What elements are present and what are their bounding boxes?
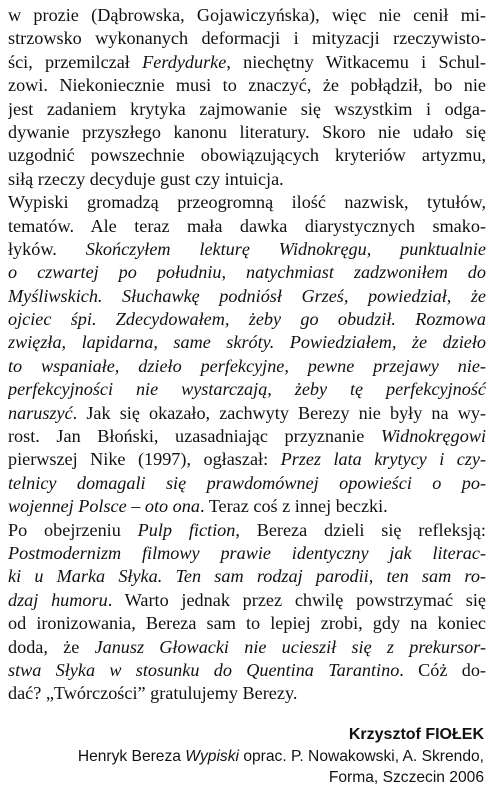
text-line bbox=[8, 659, 486, 682]
text-line bbox=[8, 402, 486, 425]
source-citation bbox=[8, 746, 484, 767]
source-publisher: Forma, Szczecin 2006 bbox=[328, 768, 484, 786]
italic-run: o czwartej po południu, natychmiast zadzwoniłem do bbox=[8, 262, 486, 283]
text-run: doda, że bbox=[8, 636, 95, 657]
text-run: uzgodnić powszechnie obowiązujących kryteriów artyzmu, bbox=[8, 145, 486, 166]
italic-run: Widnokręgowi bbox=[380, 426, 486, 447]
text-line bbox=[8, 98, 486, 121]
author-name: Krzysztof FIOŁEK bbox=[348, 725, 484, 743]
text-line bbox=[8, 215, 486, 238]
italic-run: wojennej Polsce – oto ona bbox=[8, 496, 200, 517]
text-line bbox=[8, 636, 486, 659]
article-footer bbox=[8, 724, 486, 788]
italic-run: dzaj humoru bbox=[8, 589, 108, 610]
italic-run: Ferdydurke bbox=[142, 51, 227, 72]
text-run: jest zadaniem krytyka zajmowanie się wszystkim i odga- bbox=[8, 98, 486, 119]
text-line bbox=[8, 261, 486, 284]
text-line bbox=[8, 612, 486, 635]
source-details: oprac. P. Nowakowski, A. Skrendo, bbox=[239, 747, 484, 765]
text-run: tematów. Ale teraz mała dawka diarystycznych smako- bbox=[8, 215, 486, 236]
text-run: zowi. Niekoniecznie musi to znaczyć, że pobłądził, bo nie bbox=[8, 75, 486, 96]
source-prefix: Henryk Bereza bbox=[77, 747, 186, 765]
text-line bbox=[8, 168, 486, 191]
text-run: dać? „Twórczości” gratulujemy Berezy. bbox=[8, 683, 298, 704]
text-line bbox=[8, 448, 486, 471]
text-line bbox=[8, 238, 486, 261]
text-run: dywanie przyszłego kanonu literatury. Skoro nie udało się bbox=[8, 121, 486, 142]
italic-run: telnicy domagali się prawdomównej opowieści o po- bbox=[8, 472, 486, 493]
text-run: . Cóż do- bbox=[399, 659, 486, 680]
text-line bbox=[8, 355, 486, 378]
text-line bbox=[8, 144, 486, 167]
italic-run: Pulp fiction bbox=[137, 519, 236, 540]
text-run: Wypiski gromadzą przeogromną ilość nazwisk, tytułów, bbox=[8, 192, 486, 213]
italic-run: to wspaniałe, dzieło perfekcyjne, pewne przejawy nie- bbox=[8, 355, 486, 376]
italic-run: Skończyłem lekturę Widnokręgu, punktualnie bbox=[85, 238, 486, 259]
text-line bbox=[8, 74, 486, 97]
italic-run: ki u Marka Słyka. Ten sam rodzaj parodii, ten sam ro- bbox=[8, 566, 486, 587]
text-line bbox=[8, 191, 486, 214]
text-run: , niechętny Witkacemu i Schul- bbox=[226, 51, 486, 72]
italic-run: perfekcyjności nie wystarczają, żeby tę perfekcyjność bbox=[8, 379, 486, 400]
source-title: Wypiski bbox=[185, 747, 239, 765]
text-run: . Jak się okazało, zachwyty Berezy nie były na wy- bbox=[72, 402, 486, 423]
text-run: pierwszej Nike (1997), ogłaszał: bbox=[8, 449, 281, 470]
italic-run: Postmodernizm filmowy prawie identyczny jak literac- bbox=[8, 542, 486, 563]
text-line bbox=[8, 4, 486, 27]
text-run: łyków. bbox=[8, 238, 86, 259]
text-line bbox=[8, 331, 486, 354]
text-run: strzowsko wykonanych deformacji i mityzacji rzeczywisto- bbox=[8, 28, 486, 49]
text-run: w prozie (Dąbrowska, Gojawiczyńska), więc nie cenił mi- bbox=[8, 5, 486, 25]
text-line bbox=[8, 308, 486, 331]
text-run: od ironizowania, Bereza sam to lepiej zrobi, gdy na koniec bbox=[8, 613, 486, 634]
text-run: , Bereza dzieli się refleksją: bbox=[235, 519, 486, 540]
text-line bbox=[8, 519, 486, 542]
text-run: siłą rzeczy decyduje gust czy intuicja. bbox=[8, 168, 284, 189]
text-line bbox=[8, 565, 486, 588]
text-line bbox=[8, 27, 486, 50]
text-run: ści, przemilczał bbox=[8, 51, 143, 72]
text-line bbox=[8, 495, 486, 518]
text-run: rost. Jan Błoński, uzasadniając przyznanie bbox=[8, 426, 381, 447]
text-run: . Warto jednak przez chwilę powstrzymać się bbox=[107, 589, 486, 610]
italic-run: stwa Słyka w stosunku do Quentina Tarantino bbox=[8, 659, 400, 680]
italic-run: ojciec śpi. Zdecydowałem, żeby go obudził. Rozmowa bbox=[8, 309, 486, 330]
text-line bbox=[8, 425, 486, 448]
text-line bbox=[8, 682, 486, 705]
text-line bbox=[8, 51, 486, 74]
article-text bbox=[8, 4, 486, 706]
italic-run: naruszyć bbox=[8, 402, 73, 423]
text-run: Po obejrzeniu bbox=[8, 519, 138, 540]
text-run: . Teraz coś z innej beczki. bbox=[199, 496, 388, 517]
text-line bbox=[8, 121, 486, 144]
italic-run: Myśliwskich. Słuchawkę podniósł Grześ, powiedział, że bbox=[8, 285, 486, 306]
text-line bbox=[8, 542, 486, 565]
text-line bbox=[8, 472, 486, 495]
italic-run: zwięzła, lapidarna, same skróty. Powiedziałem, że dzieło bbox=[8, 332, 486, 353]
text-line bbox=[8, 378, 486, 401]
italic-run: Przez lata krytycy i czy- bbox=[280, 449, 486, 470]
italic-run: Janusz Głowacki nie uciesził się z prekursor- bbox=[94, 636, 486, 657]
text-line bbox=[8, 285, 486, 308]
text-line bbox=[8, 589, 486, 612]
